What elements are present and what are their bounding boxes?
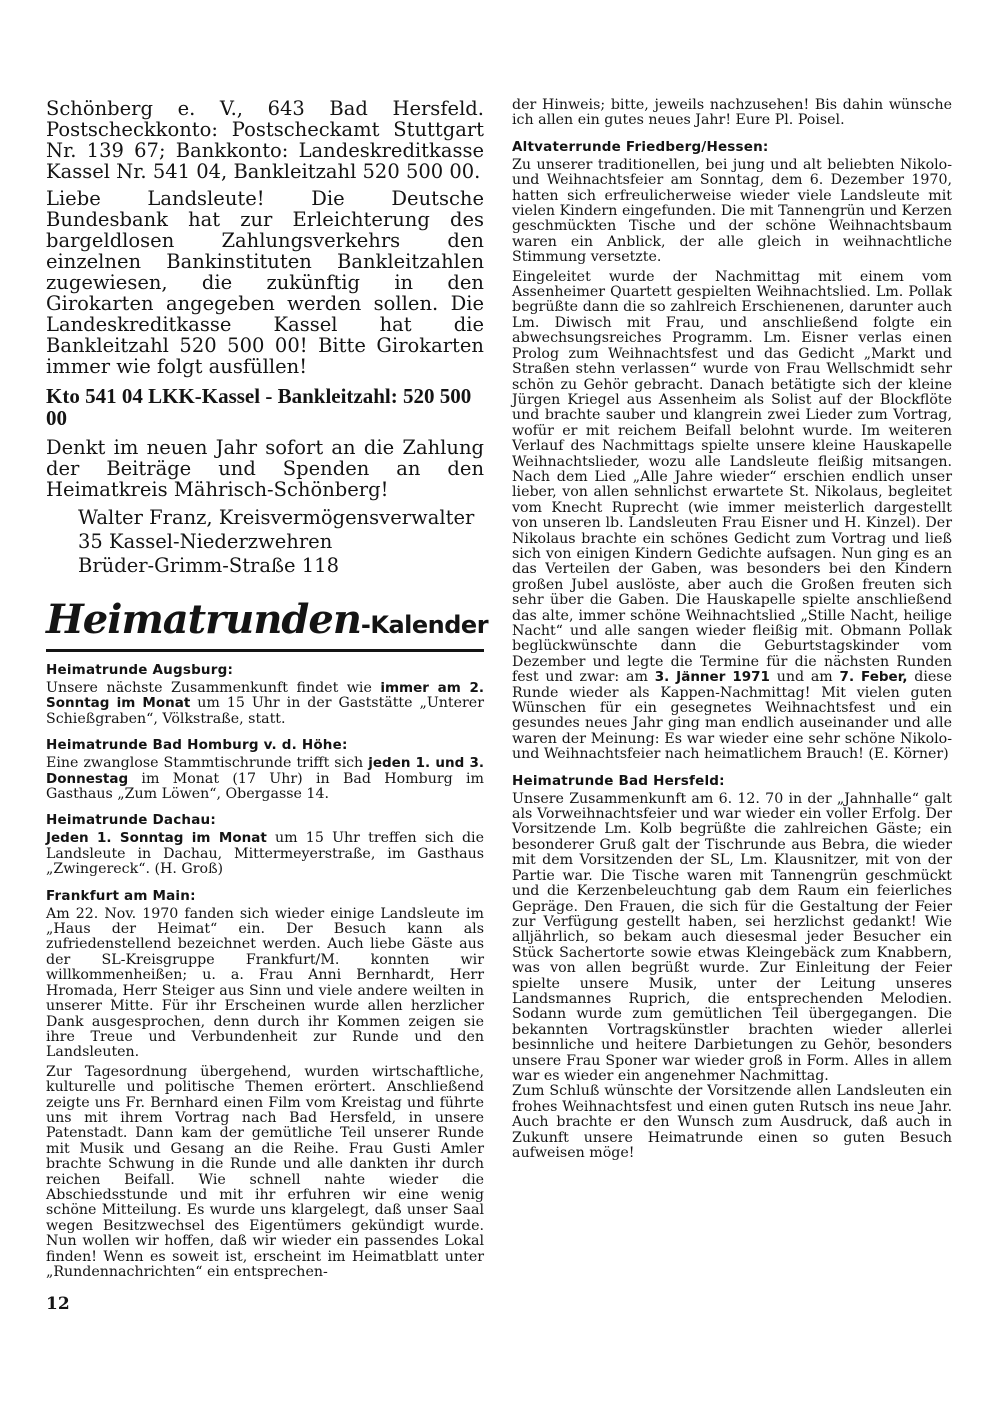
section-paragraph: Am 22. Nov. 1970 fanden sich wieder einige Landsleute im „Haus der Heimat“ ein. Der Besuch kann als zufriedenstellend bezeichnet werden. Auch liebe Gäste aus der SL-Kreisgruppe Frankfurt/M. konnten wir willkommenheißen; u. a. Frau Anni Bernhardt, Herr Hromada, Herr Steiger aus Sinn und viele andere weilten in unserer Mitte. Für ihr Erscheinen wurde allen herzlicher Dank ausgesprochen, denn durch ihr Kommen zeigen sie ihre Treue und Verbundenheit zur Runde und den Landsleuten.	[46, 905, 484, 1061]
masthead-plain-title: -Kalender	[360, 611, 489, 639]
section-body: Jeden 1. Sonntag im Monat um 15 Uhr treffen sich die Landsleute in Dachau, Mittermeyerstraße, im Gasthaus „Zwingereck“. (H. Groß)	[46, 830, 484, 878]
section-heading: Altvaterrunde Friedberg/Hessen:	[512, 138, 769, 155]
section-heading: Heimatrunde Dachau:	[46, 812, 216, 829]
section-heading: Heimatrunde Bad Homburg v. d. Höhe:	[46, 737, 348, 754]
section-heading: Frankfurt am Main:	[46, 887, 196, 904]
signature-city: 35 Kassel-Niederzwehren	[78, 530, 333, 553]
left-column	[46, 97, 489, 1280]
section-body: Eine zwanglose Stammtischrunde trifft sich jeden 1. und 3. Donnestag im Monat (17 Uhr) in Bad Homburg im Gasthaus „Zum Löwen“, Obergasse 14.	[46, 755, 484, 803]
section-paragraph: Zu unserer traditionellen, bei jung und alt beliebten Nikolo- und Weihnachtsfeier am Sonntag, dem 6. Dezember 1970, hatten sich erfreulicherweise wieder viele Landsleute mit vielen Kindern eingefunden. Die mit Tannengrün und Kerzen geschmückten Tische und der schöne Weihnachtsbaum waren ein Anblick, der alle gleich in weihnachtliche Stimmung versetzte.	[512, 156, 952, 266]
section-friedberg	[512, 139, 952, 763]
masthead-script-title: Heimatrunden	[46, 596, 361, 643]
section-bad-homburg	[46, 737, 484, 802]
section-paragraph: Eingeleitet wurde der Nachmittag mit einem vom Assenheimer Quartett gespielten Weihnachtslied. Lm. Pollak begrüßte dann die so zahlreich Erschienenen, darunter auch Lm. Diwisch mit Frau, und anschließend folgte ein abwechsungsreiches Programm. Lm. Eisner verlas einen Prolog zum Weihnachtsfest und das Gedicht „Markt und Straßen stehn verlassen“ wurde von Frau Wellschmidt sehr schön zu Gehör gebracht. Danach betätigte sich der kleine Jürgen Kriegel aus Assenheim als Solist auf der Blockflöte und brachte sauber und klangrein zwei Lieder zum Vortrag, wofür er mit reichem Beifall belohnt wurde. Im weiteren Verlauf des Nachmittags spielte unsere kleine Hauskapelle Weihnachtslieder, wozu alle Landsleute fleißig mitsangen. Nach dem Lied „Alle Jahre wieder“ erschien endlich unser lieber, von allen sehnlichst erwartete St. Nikolaus, begleitet vom Knecht Ruprecht (wie immer meisterlich dargestellt von unseren lb. Landsleuten Frau Eisner und H. Kinzel). Der Nikolaus brachte ein schönes Gedicht zum Vortrag und ließ sich von einigen Kindern Gedichte aufsagen. Nun ging es an das Verteilen der Gaben, was besonders bei den Kindern großen Jubel auslöste, aber auch die Großen freuten sich sehr über die Gaben. Die Hauskapelle spielte anschließend das alte, immer schöne Weihnachtslied „Stille Nacht, heilige Nacht“ und alle sangen wieder fleißig mit. Obmann Pollak beglückwünschte dann die Geburtstagskinder vom Dezember und legte die Termine für die nächsten Runden fest und zwar: am 3. Jänner 1971 und am 7. Feber, diese Runde wieder als Kappen-Nachmittag! Mit vielen guten Wünschen für ein gesegnetes Weihnachtsfest und ein gesundes neues Jahr ging man endlich auseinander und alle waren der Meinung: Es war wieder eine sehr schöne Nikolo- und Weihnachtsfeier nach heimatlichem Brauch! (E. Körner)	[512, 268, 952, 763]
section-heading: Heimatrunde Bad Hersfeld:	[512, 772, 725, 789]
contribution-reminder: Denkt im neuen Jahr sofort an die Zahlung der Beiträge und Spenden an den Heimatkreis Mährisch-Schönberg!	[46, 436, 484, 501]
page-number: 12	[46, 1294, 70, 1314]
signature-name: Walter Franz, Kreisvermögensverwalter	[78, 506, 475, 529]
section-frankfurt	[46, 888, 484, 1281]
right-column	[512, 98, 952, 1161]
section-bad-hersfeld	[512, 773, 952, 1162]
signature-block	[46, 506, 484, 578]
bank-code-notice-paragraph: Liebe Landsleute! Die Deutsche Bundesbank hat zur Erleichterung des bargeldlosen Zahlungsverkehrs den einzelnen Bankinstituten Bankleitzahlen zugewiesen, die zukünftig in den Girokarten angegeben werden sollen. Die Landeskreditkasse Kassel hat die Bankleitzahl 520 500 00! Bitte Girokarten immer wie folgt ausfüllen!	[46, 187, 484, 378]
section-masthead	[46, 596, 489, 652]
section-paragraph: Unsere Zusammenkunft am 6. 12. 70 in der „Jahnhalle“ galt als Vorweihnachtsfeier und war wieder ein voller Erfolg. Der Vorsitzende Lm. Kolb begrüßte die zahlreichen Gäste; ein besonderer Gruß galt der Tischrunde aus Bebra, die wieder mit dem Vorsitzenden der SL, Lm. Klausnitzer, mit von der Partie war. Die Tische waren mit Tannengrün geschmückt und die Kerzenbeleuchtung gab dem Raum ein feierliches Gepräge. Den Frauen, die sich für die Gestaltung der Feier zur Verfügung gestellt haben, sei herzlichst gedankt! Wie alljährlich, so bekam auch diesesmal jeder Besucher ein Stück Sachertorte sowie etwas Kleingebäck zum Knabbern, was von allen begrüßt wurde. Zur Einleitung der Feier spielte unsere Musik, unter der Leitung unseres Landsmannes Ruprich, die entsprechenden Melodien. Sodann wurde zum gemütlichen Teil übergegangen. Die bekannten Vortragskünstler brachten wieder allerlei besinnliche und heitere Darbietungen zu Gehör, besonders unsere Frau Sponer war wieder groß in Form. Alles in allem war es wieder ein angenehmer Nachmittag.	[512, 790, 952, 1084]
account-line: Kto 541 04 LKK-Kassel - Bankleitzahl: 520 500 00	[46, 384, 472, 430]
section-augsburg	[46, 662, 484, 727]
section-heading: Heimatrunde Augsburg:	[46, 662, 234, 678]
section-paragraph: Zur Tagesordnung übergehend, wurden wirtschaftliche, kulturelle und politische Themen erörtert. Anschließend zeigte uns Fr. Bernhard einen Film vom Kreistag und führte uns mit ihrem Vortrag nach Bad Hersfeld, in unsere Patenstadt. Dann kam der gemütliche Teil unserer Runde mit Musik und Gesang an die Reihe. Frau Gusti Amler brachte Schwung in die Runde und alle dankten ihr durch reichen Beifall. Wie schnell nahte wieder die Abschiedsstunde und mit ihr erfuhren wir eine wenig schöne Mitteilung. Es wurde uns klargelegt, daß unser Saal wegen Besitzwechsel des Eigentümers gekündigt wurde. Nun wollen wir hoffen, daß wir wieder ein passendes Lokal finden! Wenn es soweit ist, erscheint im Heimatblatt unter „Rundennachrichten“ ein entsprechen-	[46, 1063, 484, 1280]
section-paragraph: Zum Schluß wünschte der Vorsitzende allen Landsleuten ein frohes Weihnachtsfest und einen guten Rutsch ins neue Jahr. Auch brachte er den Wunsch zum Ausdruck, daß auch in Zukunft unsere Heimatrunde einen so guten Besuch aufweisen möge!	[512, 1083, 952, 1161]
section-body: Unsere nächste Zusammenkunft findet wie immer am 2. Sonntag im Monat um 15 Uhr in der Gaststätte „Unterer Schießgraben“, Völkstraße, statt.	[46, 680, 484, 727]
section-dachau	[46, 812, 484, 877]
bank-details-paragraph: Schönberg e. V., 643 Bad Hersfeld. Postscheckkonto: Postscheckamt Stuttgart Nr. 139 67; Bankkonto: Landeskreditkasse Kassel Nr. 541 04, Bankleitzahl 520 500 00.	[46, 97, 484, 183]
signature-street: Brüder-Grimm-Straße 118	[78, 554, 339, 577]
continuation-paragraph: der Hinweis; bitte, jeweils nachzusehen! Bis dahin wünsche ich allen ein gutes neues Jahr! Eure Pl. Poisel.	[512, 97, 952, 129]
